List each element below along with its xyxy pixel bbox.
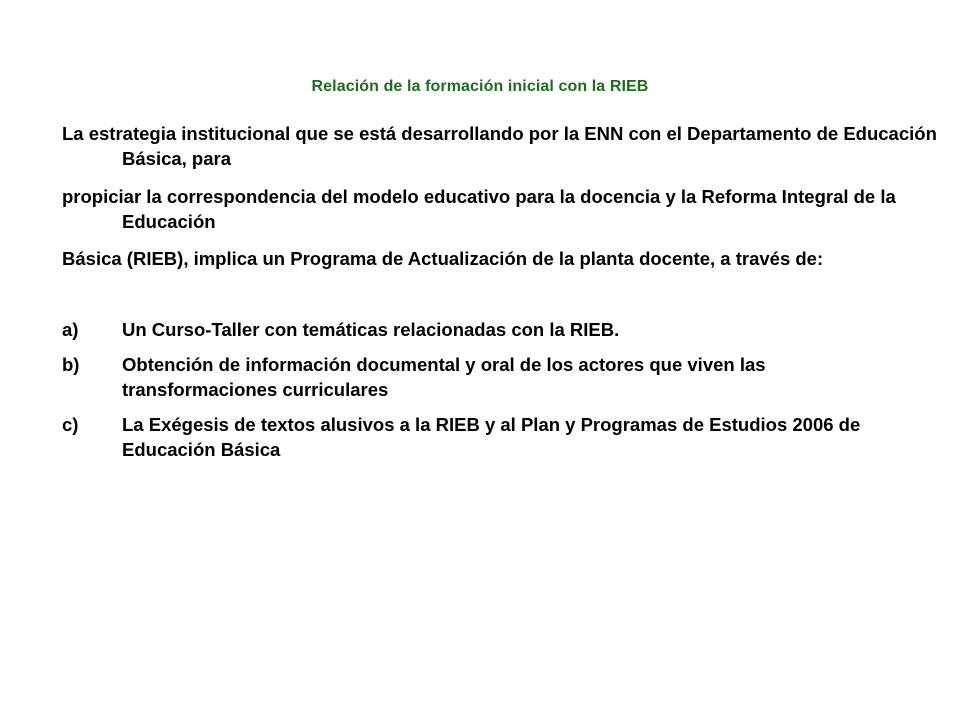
body-paragraph-3: Básica (RIEB), implica un Programa de Actualización de la planta docente, a través de:: [62, 248, 824, 269]
list-item-text: Un Curso-Taller con temáticas relacionadas con la RIEB.: [122, 319, 620, 340]
list-item-a: [62, 317, 922, 342]
list-marker: a): [62, 319, 79, 340]
list-item-text: Obtención de información documental y oral de los actores que viven las transformaciones curriculares: [122, 354, 766, 400]
activity-list: [62, 317, 922, 472]
list-item-b: [62, 352, 922, 402]
list-marker: b): [62, 354, 80, 375]
body-paragraph-1: La estrategia institucional que se está desarrollando por la ENN con el Departamento de Educación Básica, para: [62, 123, 937, 169]
list-item-text: La Exégesis de textos alusivos a la RIEB y al Plan y Programas de Estudios 2006 de Educación Básica: [122, 414, 861, 460]
list-item-c: [62, 412, 922, 462]
slide-title: Relación de la formación inicial con la RIEB: [311, 78, 649, 95]
body-paragraph-2: propiciar la correspondencia del modelo educativo para la docencia y la Reforma Integral de la Educación: [62, 186, 896, 232]
list-marker: c): [62, 414, 79, 435]
